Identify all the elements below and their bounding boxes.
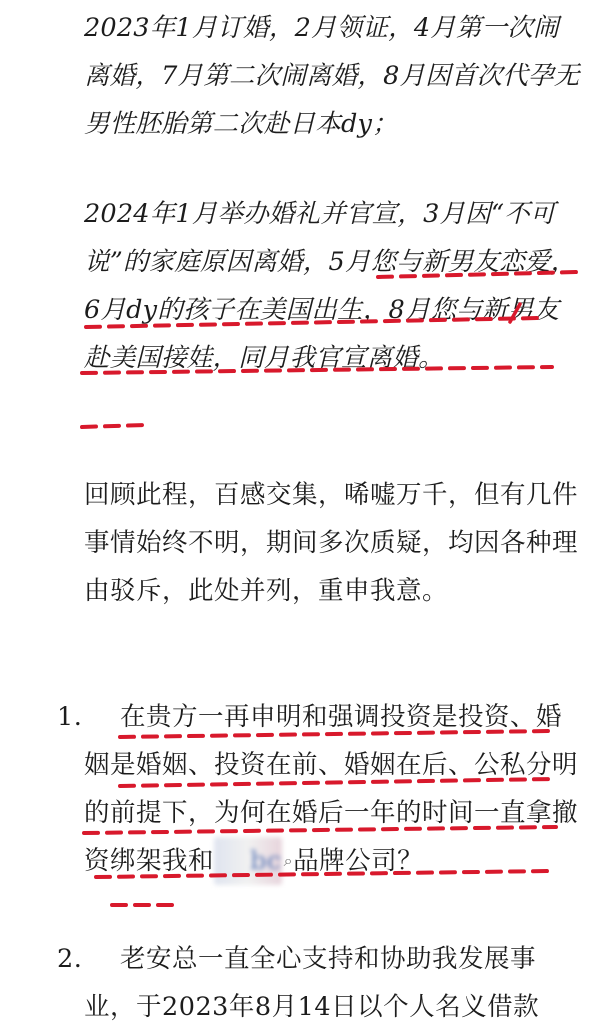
list-number: 1. [57, 702, 83, 732]
list-item-text: 老安总一直全心支持和协助我发展事业，于2023年8月14日以个人名义借款 [84, 944, 540, 1022]
underline-mark [82, 425, 145, 427]
paragraph-reflection: 回顾此程，百感交集，唏嘘万千，但有几件事情始终不明，期间多次质疑，均因各种理由驳斥，此处并列，重申我意。 [84, 480, 579, 606]
paragraph-timeline-2024 [84, 190, 584, 382]
list-item-text [84, 693, 584, 885]
paragraph-timeline-2023: 2023年1月订婚，2月领证，4月第一次闹离婚，7月第二次闹离婚，8月因首次代孕无男性胚胎第二次赴日本dy； [84, 13, 580, 139]
underlined-text: 5月您与新男友恋爱，6月dy的孩子在美国出生，8月您与新男友赴美国接娃，同月我官宣离婚。 [84, 247, 577, 373]
list-item-suffix: 品牌公司？ [293, 846, 424, 876]
underlined-text: 在贵方一再申明和强调投资是投资、婚姻是婚姻、投资在前、婚姻在后、公私分明的前提下，为何在婚后一年的时间一直拿撤资绑架我和 [84, 702, 579, 876]
list-number: 2. [57, 944, 83, 974]
search-icon: ⌕ [283, 851, 294, 870]
timeline-2024-text: 2024年1月举办婚礼并官宣，3月因“不可说”的家庭原因离婚， [84, 199, 556, 277]
blurred-brand-name: bc [214, 837, 282, 885]
